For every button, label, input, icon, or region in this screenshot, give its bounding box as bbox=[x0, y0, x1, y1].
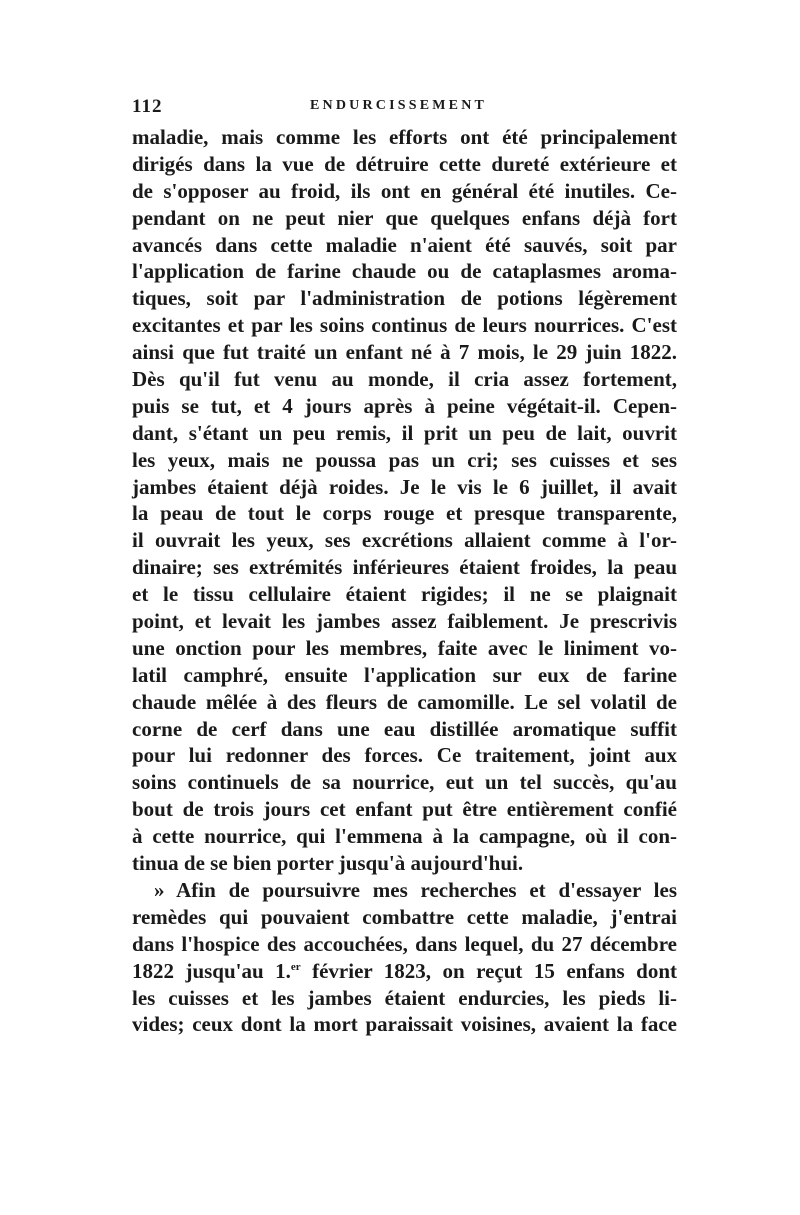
text-line: dans l'hospice des accouchées, dans lequel, du 27 décembre bbox=[132, 931, 677, 956]
text-line: soins continuels de sa nourrice, eut un tel succès, qu'au bbox=[132, 770, 677, 795]
text-line: tinua de se bien porter jusqu'à aujourd'hui. bbox=[132, 851, 524, 876]
text-line: puis se tut, et 4 jours après à peine végétait-il. Cepen- bbox=[132, 393, 677, 418]
text-line: latil camphré, ensuite l'application sur eux de farine bbox=[132, 662, 677, 687]
text-line: de s'opposer au froid, ils ont en général été inutiles. Ce- bbox=[132, 178, 677, 203]
text-line: les yeux, mais ne poussa pas un cri; ses cuisses et ses bbox=[132, 447, 677, 472]
text-line: dant, s'étant un peu remis, il prit un peu de lait, ouvrit bbox=[132, 420, 677, 445]
text-line: tiques, soit par l'administration de potions légèrement bbox=[132, 286, 677, 311]
text-line: une onction pour les membres, faite avec le liniment vo- bbox=[132, 635, 677, 660]
text-line: et le tissu cellulaire étaient rigides; il ne se plaignait bbox=[132, 582, 677, 607]
running-head bbox=[132, 96, 677, 118]
text-line bbox=[132, 958, 677, 985]
text-line: vides; ceux dont la mort paraissait voisines, avaient la face bbox=[132, 1012, 677, 1037]
text-line: dinaire; ses extrémités inférieures étaient froides, la peau bbox=[132, 555, 677, 580]
text-line: chaude mêlée à des fleurs de camomille. Le sel volatil de bbox=[132, 689, 677, 714]
date-fragment: 1822 jusqu'au 1. bbox=[132, 958, 291, 983]
text-line: l'application de farine chaude ou de cataplasmes aroma- bbox=[132, 259, 677, 284]
text-line: jambes étaient déjà roides. Je le vis le 6 juillet, il avait bbox=[132, 474, 677, 499]
ordinal-superscript: er bbox=[290, 960, 301, 973]
text-line: remèdes qui pouvaient combattre cette maladie, j'entrai bbox=[132, 904, 677, 929]
text-line: ainsi que fut traité un enfant né à 7 mois, le 29 juin 1822. bbox=[132, 340, 677, 365]
text-line: les cuisses et les jambes étaient endurcies, les pieds li- bbox=[132, 985, 677, 1010]
running-title: ENDURCISSEMENT bbox=[310, 98, 488, 113]
body-text bbox=[132, 124, 677, 1038]
text-line: pendant on ne peut nier que quelques enfans déjà fort bbox=[132, 205, 677, 230]
text-line: il ouvrait les yeux, ses excrétions allaient comme à l'or- bbox=[132, 528, 677, 553]
text-line: bout de trois jours cet enfant put être entièrement confié bbox=[132, 797, 677, 822]
page-number: 112 bbox=[132, 96, 163, 117]
text-line: à cette nourrice, qui l'emmena à la campagne, où il con- bbox=[132, 824, 677, 849]
text-line: avancés dans cette maladie n'aient été sauvés, soit par bbox=[132, 232, 677, 257]
text-line: corne de cerf dans une eau distillée aromatique suffit bbox=[132, 716, 677, 741]
text-line: pour lui redonner des forces. Ce traitement, joint aux bbox=[132, 743, 677, 768]
text-line: » Afin de poursuivre mes recherches et d'essayer les bbox=[154, 877, 677, 902]
text-line: Dès qu'il fut venu au monde, il cria assez fortement, bbox=[132, 367, 677, 392]
text-line: maladie, mais comme les efforts ont été principalement bbox=[132, 125, 677, 149]
text-line: dirigés dans la vue de détruire cette dureté extérieure et bbox=[132, 151, 677, 176]
text-line: la peau de tout le corps rouge et presque transparente, bbox=[132, 501, 677, 526]
text-line: point, et levait les jambes assez faiblement. Je prescrivis bbox=[132, 609, 677, 634]
date-fragment: février 1823, on reçut 15 enfans dont bbox=[300, 958, 677, 983]
text-line: excitantes et par les soins continus de leurs nourrices. C'est bbox=[132, 313, 677, 338]
